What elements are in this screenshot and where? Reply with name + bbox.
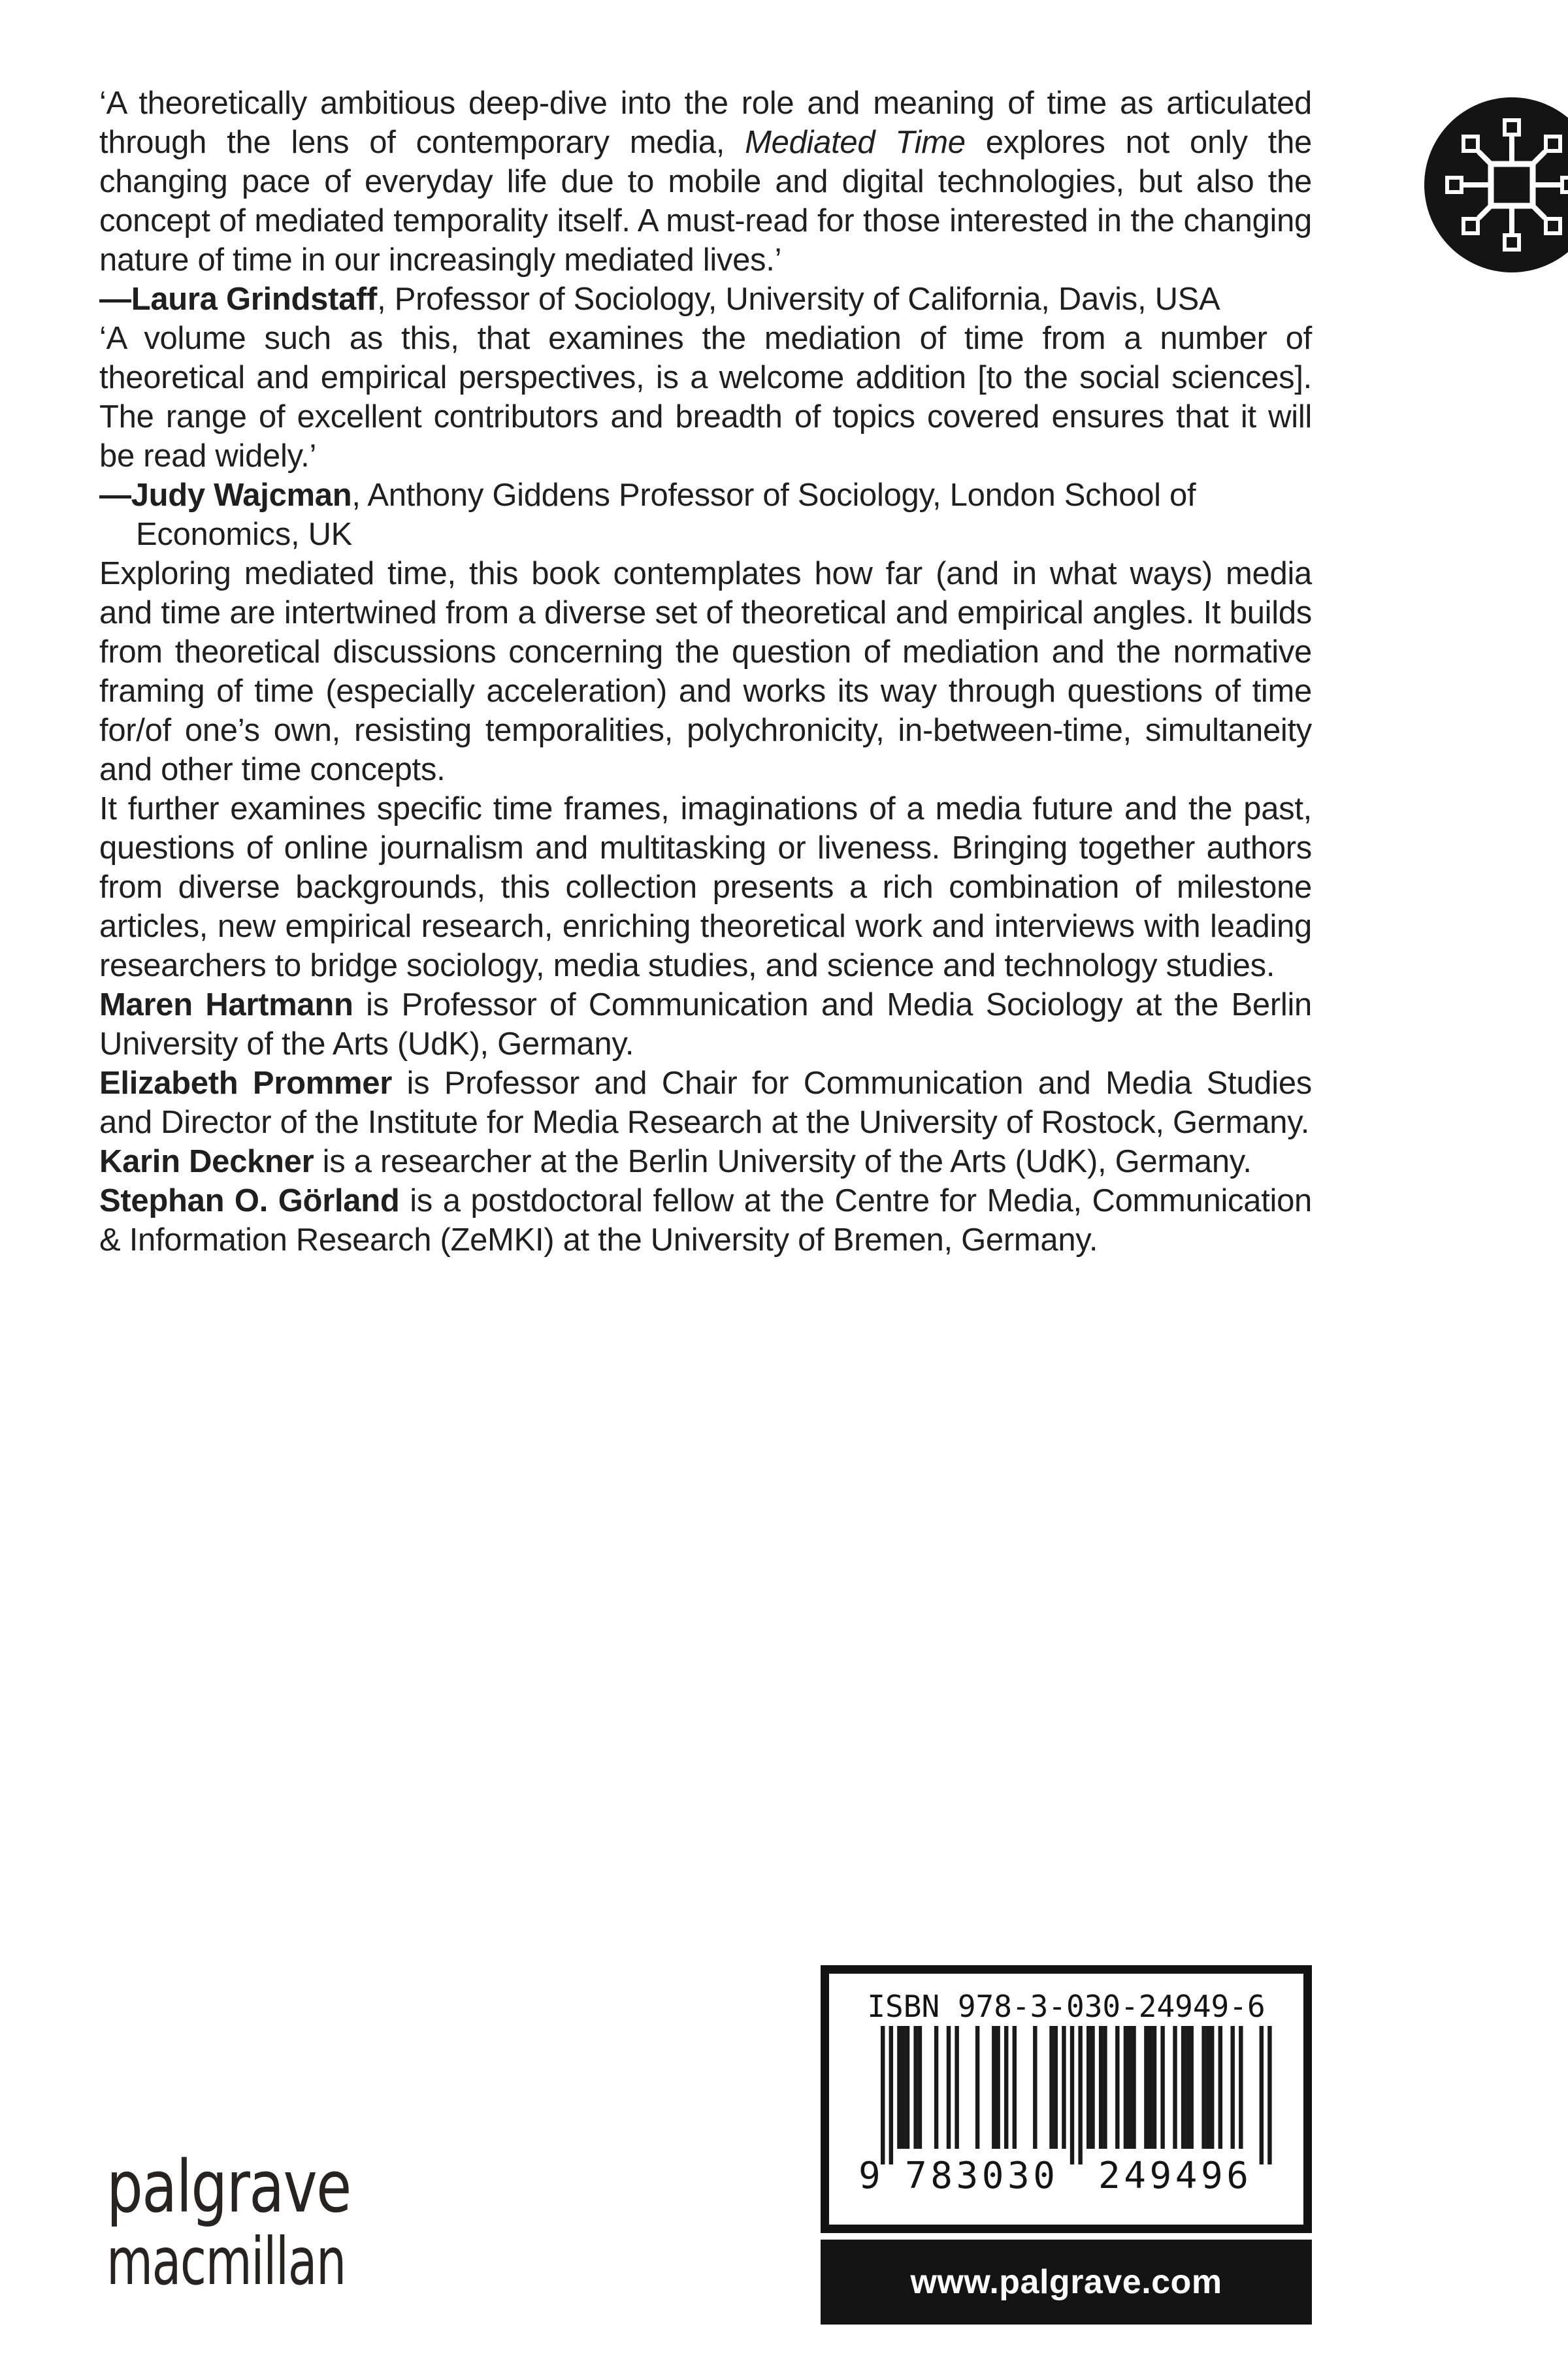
author-bio-stephan-goerland (99, 1181, 1312, 1260)
blurb-paragraph-2: It further examines specific time frames, imaginations of a media future and the past, questions of online journalism and multitasking or liveness. Bringing together authors from diverse backgrounds, this collection presents a rich combination of milestone articles, new empirical research, enriching theoretical work and interviews with leading researchers to bridge sociology, media studies, and science and technology studies. (99, 791, 1312, 983)
book-title-italic: Mediated Time (745, 125, 966, 160)
quote-1-post: explores not only the changing pace of everyday life due to mobile and digital technologies, but also the concept of mediated temporality itself. A must-read for those interested in the changing nature of time in our increasingly mediated lives.’ (99, 125, 1313, 278)
quote-1-pre: ‘A theoretically ambitious deep-dive into the role and meaning of time as articulated through the lens of contemporary media, (99, 86, 1312, 160)
cover-text-block (99, 84, 1312, 1260)
barcode-digits-right: 249496 (1098, 2155, 1249, 2195)
author-name-2: Elizabeth Prommer (99, 1066, 392, 1101)
endorsement-quote-2: ‘A volume such as this, that examines the mediation of time from a number of theoretical and empirical perspectives, is a welcome addition [to the social sciences]. The range of excellent contributors and breadth of topics covered ensures that it will be read widely.’ (99, 321, 1312, 474)
logo-line-palgrave: palgrave (106, 2145, 351, 2228)
author-bio-elizabeth-prommer (99, 1064, 1312, 1142)
ean13-barcode (857, 2026, 1275, 2195)
author-bio-text-4: is a postdoctoral fellow at the Centre for Media, Communication & Information Research (ZeMKI) at the University of Bremen, Germany. (99, 1183, 1312, 1258)
author-name-4: Stephan O. Görland (99, 1183, 400, 1218)
author-bio-karin-deckner (99, 1142, 1312, 1181)
publisher-website-strip (821, 2240, 1312, 2325)
barcode-digits-left: 783030 (905, 2155, 1055, 2195)
isbn-barcode-block (821, 1965, 1312, 2325)
reviewer-title-2: , Anthony Giddens Professor of Sociology, London School of Economics, UK (136, 478, 1196, 552)
author-bio-text-1: is Professor of Communication and Media Sociology at the Berlin University of the Arts (UdK), Germany. (99, 987, 1312, 1062)
author-name-3: Karin Deckner (99, 1144, 314, 1179)
author-bio-maren-hartmann (99, 985, 1312, 1064)
reviewer-title-1: , Professor of Sociology, University of California, Davis, USA (377, 282, 1220, 317)
endorsement-attribution-1 (99, 280, 1312, 319)
author-name-1: Maren Hartmann (99, 987, 353, 1022)
isbn-box (821, 1965, 1312, 2233)
author-bio-text-3: is a researcher at the Berlin University of the Arts (UdK), Germany. (314, 1144, 1252, 1179)
barcode-digit-lead: 9 (858, 2155, 881, 2195)
isbn-label: ISBN 978-3-030-24949-6 (867, 1989, 1266, 2024)
website-url: www.palgrave.com (910, 2263, 1222, 2301)
blurb-paragraph-1: Exploring mediated time, this book contemplates how far (and in what ways) media and time are intertwined from a diverse set of theoretical and empirical angles. It builds from theoretical discussions concerning the question of mediation and the normative framing of time (especially acceleration) and works its way through questions of time for/of one’s own, resisting temporalities, polychronicity, in-between-time, simultaneity and other time concepts. (99, 556, 1312, 787)
reviewer-name-1: —Laura Grindstaff (99, 282, 378, 317)
author-bio-text-2: is Professor and Chair for Communication and Media Studies and Director of the Institute for Media Research at the University of Rostock, Germany. (99, 1066, 1313, 1140)
endorsement-quote-1 (99, 84, 1312, 280)
endorsement-attribution-2 (99, 476, 1312, 554)
logo-line-macmillan: macmillan (106, 2223, 346, 2300)
reviewer-name-2: —Judy Wajcman (99, 478, 352, 513)
publisher-badge (1420, 93, 1568, 276)
